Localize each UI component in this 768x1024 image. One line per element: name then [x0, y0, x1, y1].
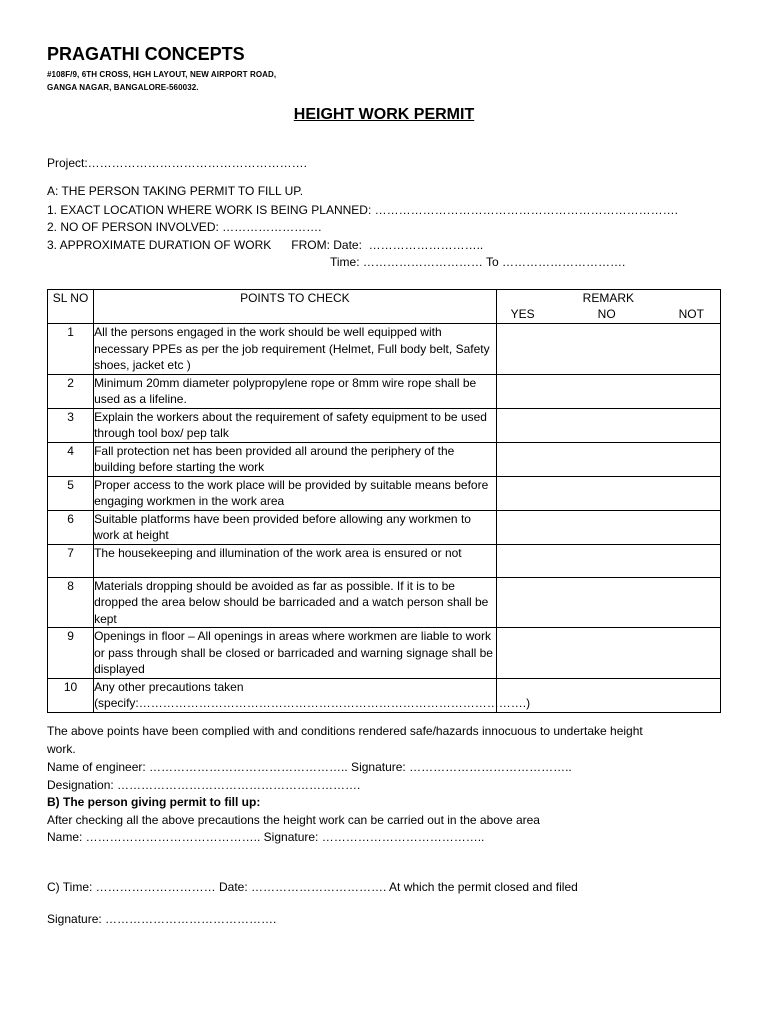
table-row	[48, 628, 721, 679]
row-point: Materials dropping should be avoided as far as possible. If it is to be dropped the area below should be barricaded and a watch person shall be kept	[94, 577, 497, 628]
section-a-heading: A: THE PERSON TAKING PERMIT TO FILL UP.	[47, 184, 304, 198]
persons-field: 2. NO OF PERSON INVOLVED: …………………….	[47, 220, 322, 234]
location-field: 1. EXACT LOCATION WHERE WORK IS BEING PLANNED: ………………………………………………………………….	[47, 203, 678, 217]
header-sl: SL NO	[48, 290, 94, 324]
row-point: All the persons engaged in the work should be well equipped with necessary PPEs as per the job requirement (Helmet, Full body belt, Safety shoes, jacket etc )	[94, 324, 497, 375]
row-remark[interactable]	[496, 324, 720, 375]
row-point: Proper access to the work place will be provided by suitable means before engaging workmen in the work area	[94, 476, 497, 510]
designation-field: Designation: …………………………………………………….	[47, 778, 361, 792]
row-remark[interactable]	[496, 442, 720, 476]
section-c-time-date: C) Time: ………………………… Date: ……………………………. At which the permit closed and filed	[47, 880, 578, 894]
remark-label: REMARK	[582, 291, 634, 305]
row-point: Openings in floor – All openings in areas where workmen are liable to work or pass through shall be closed or barricaded and warning signage shall be displayed	[94, 628, 497, 679]
remark-not-label: NOT	[678, 307, 704, 321]
section-b-text: After checking all the above precautions the height work can be carried out in the above area	[47, 813, 540, 827]
table-row	[48, 678, 721, 712]
row-number: 6	[48, 510, 94, 544]
row-remark[interactable]	[496, 577, 720, 628]
row-number: 7	[48, 544, 94, 577]
compliance-statement-line2: work.	[47, 742, 76, 756]
row-number: 9	[48, 628, 94, 679]
row-point: Fall protection net has been provided all around the periphery of the building before starting the work	[94, 442, 497, 476]
table-row	[48, 324, 721, 375]
table-row	[48, 374, 721, 408]
row-remark[interactable]	[496, 544, 720, 577]
row-point: Explain the workers about the requirement of safety equipment to be used through tool box/ pep talk	[94, 408, 497, 442]
remark-no-label: NO	[597, 307, 616, 321]
time-field: Time: ………………………… To ………………………….	[330, 255, 626, 269]
final-signature: Signature: …………………………………….	[47, 912, 277, 926]
header-remark	[496, 290, 720, 324]
row-remark[interactable]	[496, 476, 720, 510]
document-title: HEIGHT WORK PERMIT	[293, 106, 475, 123]
table-row	[48, 544, 721, 577]
row-number: 2	[48, 374, 94, 408]
row-number: 3	[48, 408, 94, 442]
project-field: Project:……………………………………………….	[47, 156, 308, 170]
compliance-statement-line1: The above points have been complied with and conditions rendered safe/hazards innocuous to undertake height	[47, 724, 643, 738]
company-address-line1: #108F/9, 6TH CROSS, HGH LAYOUT, NEW AIRPORT ROAD,	[47, 70, 277, 79]
section-b-heading: B) The person giving permit to fill up:	[47, 795, 261, 809]
row-point: Suitable platforms have been provided before allowing any workmen to work at height	[94, 510, 497, 544]
remark-yes-label: YES	[510, 307, 535, 321]
duration-field: 3. APPROXIMATE DURATION OF WORK FROM: Date: ………………………..	[47, 238, 484, 252]
row-number: 8	[48, 577, 94, 628]
row-remark[interactable]	[496, 510, 720, 544]
row-remark[interactable]	[496, 374, 720, 408]
table-row	[48, 510, 721, 544]
row-number: 4	[48, 442, 94, 476]
row-number: 5	[48, 476, 94, 510]
table-row	[48, 442, 721, 476]
row-remark[interactable]	[496, 408, 720, 442]
company-address-line2: GANGA NAGAR, BANGALORE-560032.	[47, 83, 199, 92]
row-remark[interactable]	[496, 628, 720, 679]
table-header-row	[48, 290, 721, 324]
company-name: PRAGATHI CONCEPTS	[47, 44, 245, 64]
table-row	[48, 408, 721, 442]
row-number: 1	[48, 324, 94, 375]
table-row	[48, 577, 721, 628]
row-number: 10	[48, 678, 94, 712]
row-point: The housekeeping and illumination of the work area is ensured or not	[94, 544, 497, 577]
engineer-name-signature: Name of engineer: ………………………………………….. Signature: …………………………………..	[47, 760, 572, 774]
table-row	[48, 476, 721, 510]
row-point: Any other precautions taken (specify:…………………………………………………………………………………….)	[94, 679, 531, 710]
checklist-table	[47, 289, 721, 713]
row-point: Minimum 20mm diameter polypropylene rope or 8mm wire rope shall be used as a lifeline.	[94, 374, 497, 408]
name-signature-field: Name: …………………………………….. Signature: …………………………………..	[47, 830, 485, 844]
header-points: POINTS TO CHECK	[94, 290, 497, 324]
